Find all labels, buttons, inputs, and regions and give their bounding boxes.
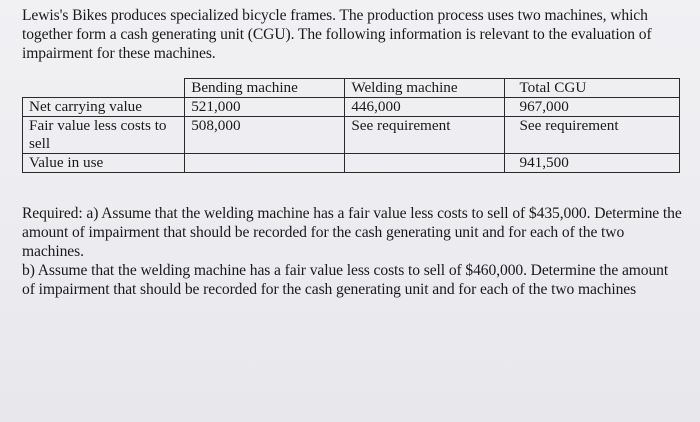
- cell-bending-fair-value: 508,000: [185, 117, 345, 154]
- header-total-cgu: Total CGU: [505, 79, 680, 98]
- intro-paragraph: [22, 6, 682, 63]
- cell-total-value-in-use: 941,500: [505, 154, 680, 173]
- cell-welding-fair-value: See requirement: [345, 117, 505, 154]
- table-row: [23, 98, 680, 117]
- header-blank: [23, 79, 185, 98]
- row-label-fair-value: Fair value less costs to sell: [23, 117, 185, 154]
- cell-bending-net-carrying: 521,000: [185, 98, 345, 117]
- cell-total-net-carrying: 967,000: [505, 98, 680, 117]
- header-welding-machine: Welding machine: [345, 79, 505, 98]
- table-row: [23, 117, 680, 154]
- cell-welding-value-in-use: [345, 154, 505, 173]
- requirement-b: b) Assume that the welding machine has a fair value less costs to sell of $460,000. Determine the amount of impairment that should be recorded for the cash generating unit and for each of the two machines: [22, 262, 669, 298]
- row-label-net-carrying-value: Net carrying value: [23, 98, 185, 117]
- intro-text: Lewis's Bikes produces specialized bicycle frames. The production process uses two machines, which together form a cash generating unit (CGU). The following information is relevant to the evaluation of impairment for these machines.: [22, 7, 652, 62]
- cell-total-fair-value: See requirement: [505, 117, 680, 154]
- cell-welding-net-carrying: 446,000: [345, 98, 505, 117]
- header-bending-machine: Bending machine: [185, 79, 345, 98]
- requirements-section: [22, 204, 682, 299]
- row-label-value-in-use: Value in use: [23, 154, 185, 173]
- cell-bending-value-in-use: [185, 154, 345, 173]
- table-header-row: [23, 79, 680, 98]
- requirement-a: Required: a) Assume that the welding machine has a fair value less costs to sell of $435,000. Determine the amount of impairment that should be recorded for the cash generating unit and for each of the two machines.: [22, 205, 682, 260]
- table-row: [23, 154, 680, 173]
- impairment-table: [22, 78, 680, 173]
